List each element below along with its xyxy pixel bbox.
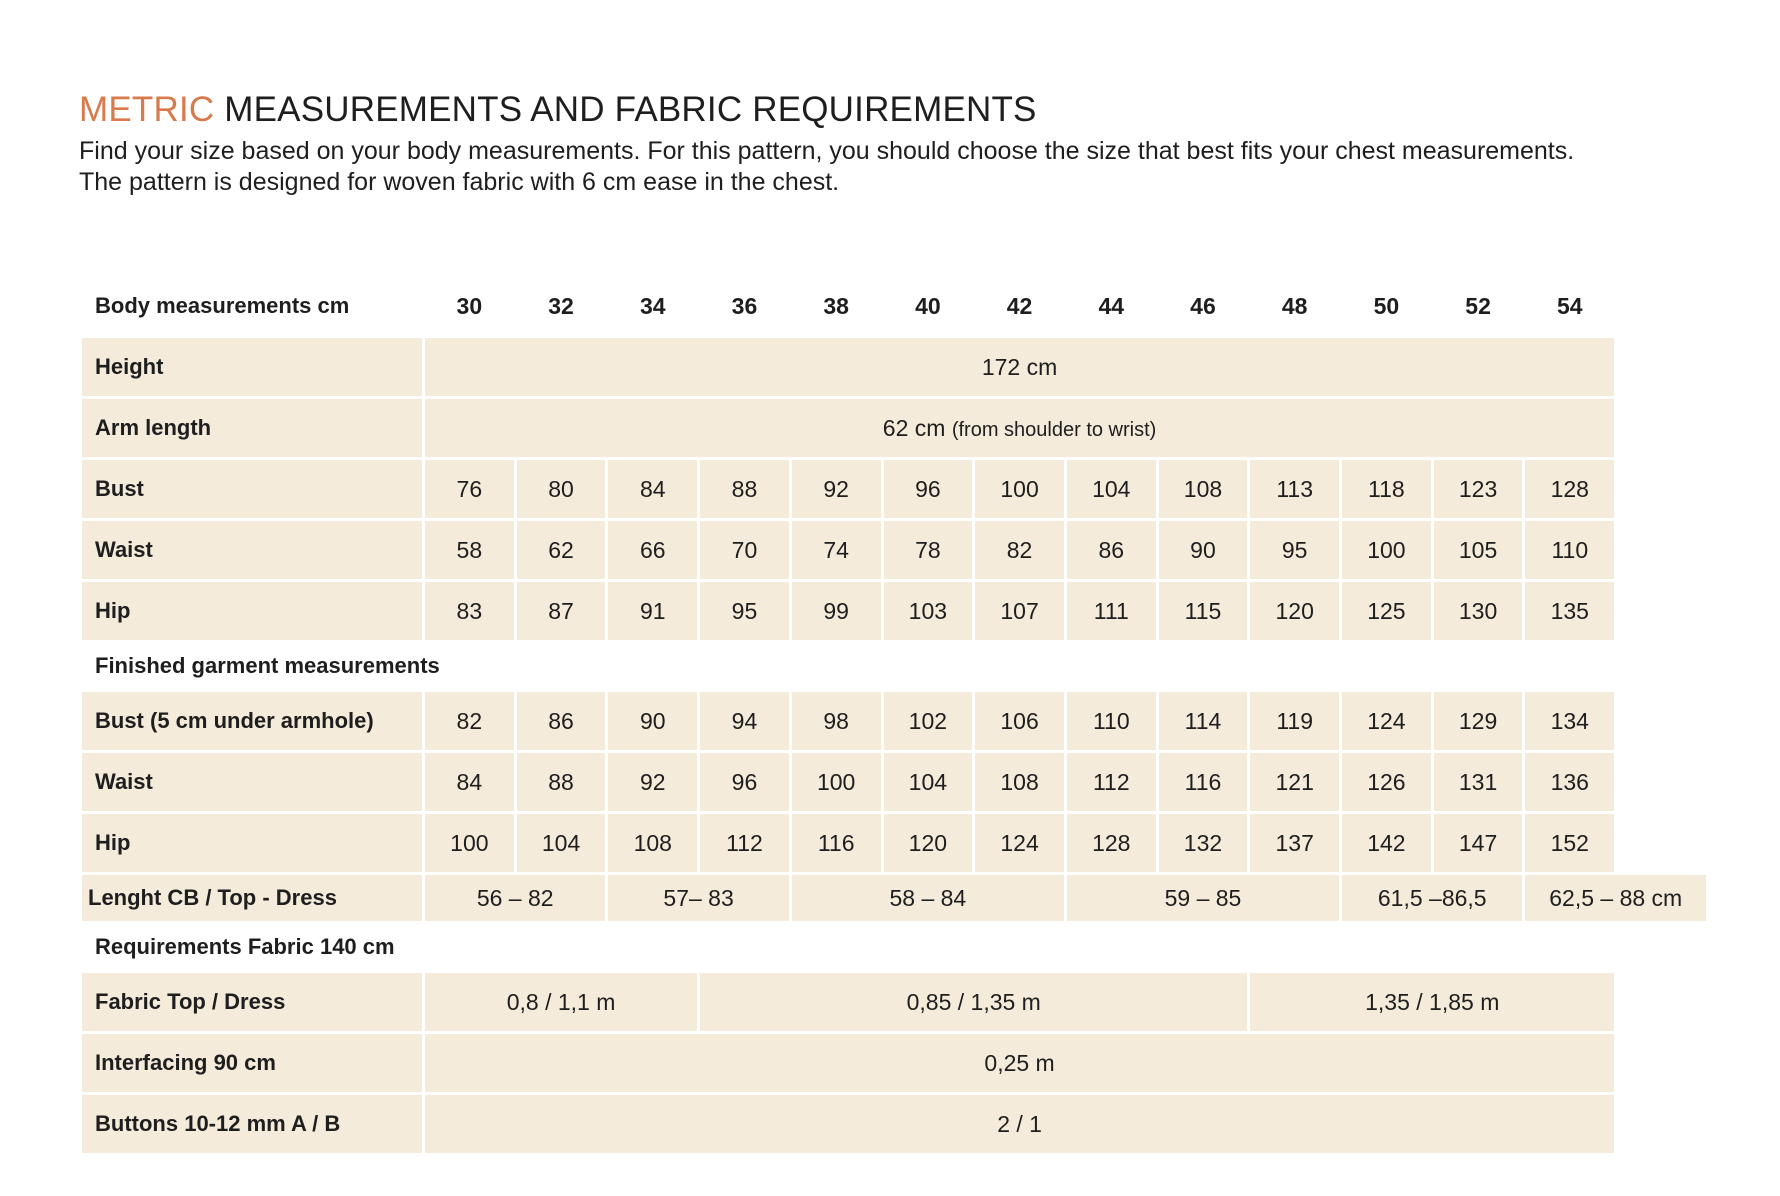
size-header: 36 (731, 292, 758, 319)
value-cell: 91 (608, 582, 697, 640)
value-cell: 112 (1067, 753, 1156, 811)
value-cell: 92 (608, 753, 697, 811)
value-cell: 100 (975, 460, 1064, 518)
height-value: 172 cm (425, 338, 1614, 396)
value-cell: 134 (1525, 692, 1614, 750)
value-cell: 136 (1525, 753, 1614, 811)
page-header (79, 88, 1709, 198)
value-cell: 83 (425, 582, 514, 640)
fabric-value: 0,8 / 1,1 m (425, 973, 697, 1031)
size-header: 34 (639, 292, 666, 319)
value-cell: 112 (700, 814, 789, 872)
size-header: 50 (1373, 292, 1400, 319)
value-cell: 124 (975, 814, 1064, 872)
finished-measurement-row (82, 753, 1706, 811)
arm-length-note: (from shoulder to wrist) (951, 418, 1157, 441)
row-label: Height (82, 338, 422, 396)
size-header: 30 (456, 292, 483, 319)
section-row (82, 924, 1706, 970)
section-title: Finished garment measurements (95, 653, 440, 678)
value-cell: 119 (1250, 692, 1339, 750)
row-label: Buttons 10-12 mm A / B (82, 1095, 422, 1153)
body-measurement-row (82, 460, 1706, 518)
value-cell: 116 (1159, 753, 1248, 811)
size-header: 46 (1190, 292, 1216, 319)
row-label: Bust (5 cm under armhole) (82, 692, 422, 750)
finished-measurement-row (82, 692, 1706, 750)
interfacing-value: 0,25 m (425, 1034, 1614, 1092)
value-cell: 102 (884, 692, 973, 750)
value-cell: 100 (792, 753, 881, 811)
intro-line-2: The pattern is designed for woven fabric with 6 cm ease in the chest. (79, 168, 840, 196)
size-header: 38 (823, 292, 849, 319)
size-header: 54 (1556, 292, 1583, 319)
value-cell: 88 (700, 460, 789, 518)
title-accent: METRIC (79, 90, 215, 129)
length-value: 62,5 – 88 cm (1525, 875, 1706, 921)
value-cell: 86 (1067, 521, 1156, 579)
value-cell: 110 (1067, 692, 1156, 750)
value-cell: 96 (700, 753, 789, 811)
value-cell: 100 (425, 814, 514, 872)
arm-length-cm: 62 cm (882, 414, 946, 441)
value-cell: 135 (1525, 582, 1614, 640)
value-cell: 152 (1525, 814, 1614, 872)
value-cell: 123 (1434, 460, 1523, 518)
value-cell: 98 (792, 692, 881, 750)
value-cell: 107 (975, 582, 1064, 640)
row-label: Hip (82, 814, 422, 872)
value-cell: 84 (425, 753, 514, 811)
row-label: Lenght CB / Top - Dress (82, 875, 422, 921)
arm-length-row (82, 399, 1706, 457)
height-row (82, 338, 1706, 396)
value-cell: 80 (517, 460, 606, 518)
size-header: 32 (548, 292, 574, 319)
value-cell: 137 (1250, 814, 1339, 872)
value-cell: 120 (1250, 582, 1339, 640)
page-title (79, 88, 1709, 132)
value-cell: 142 (1342, 814, 1431, 872)
value-cell: 104 (517, 814, 606, 872)
value-cell: 86 (517, 692, 606, 750)
size-header: 52 (1465, 292, 1491, 319)
row-label: Waist (82, 753, 422, 811)
length-value: 61,5 –86,5 (1342, 875, 1522, 921)
value-cell: 70 (700, 521, 789, 579)
length-row (82, 875, 1706, 921)
intro-text (79, 136, 1709, 198)
value-cell: 58 (425, 521, 514, 579)
header-label: Body measurements cm (95, 293, 350, 318)
value-cell: 95 (1250, 521, 1339, 579)
size-header: 40 (915, 292, 941, 319)
value-cell: 132 (1159, 814, 1248, 872)
value-cell: 66 (608, 521, 697, 579)
row-label: Hip (82, 582, 422, 640)
value-cell: 103 (884, 582, 973, 640)
size-header: 42 (1006, 292, 1033, 319)
value-cell: 99 (792, 582, 881, 640)
value-cell: 111 (1067, 582, 1156, 640)
value-cell: 104 (1067, 460, 1156, 518)
buttons-row (82, 1095, 1706, 1153)
value-cell: 106 (975, 692, 1064, 750)
arm-length-value (425, 399, 1614, 457)
value-cell: 130 (1434, 582, 1523, 640)
value-cell: 78 (884, 521, 973, 579)
value-cell: 108 (1159, 460, 1248, 518)
length-value: 56 – 82 (425, 875, 605, 921)
fabric-row (82, 973, 1706, 1031)
value-cell: 84 (608, 460, 697, 518)
length-value: 57– 83 (608, 875, 788, 921)
length-value: 58 – 84 (792, 875, 1064, 921)
value-cell: 128 (1525, 460, 1614, 518)
buttons-value: 2 / 1 (425, 1095, 1614, 1153)
value-cell: 131 (1434, 753, 1523, 811)
value-cell: 118 (1342, 460, 1431, 518)
body-measurement-row (82, 521, 1706, 579)
value-cell: 147 (1434, 814, 1523, 872)
value-cell: 128 (1067, 814, 1156, 872)
value-cell: 87 (517, 582, 606, 640)
value-cell: 129 (1434, 692, 1523, 750)
value-cell: 125 (1342, 582, 1431, 640)
finished-measurement-row (82, 814, 1706, 872)
value-cell: 108 (608, 814, 697, 872)
value-cell: 94 (700, 692, 789, 750)
fabric-value: 1,35 / 1,85 m (1250, 973, 1614, 1031)
value-cell: 124 (1342, 692, 1431, 750)
row-label: Bust (82, 460, 422, 518)
value-cell: 121 (1250, 753, 1339, 811)
value-cell: 95 (700, 582, 789, 640)
value-cell: 110 (1525, 521, 1614, 579)
value-cell: 92 (792, 460, 881, 518)
row-label: Waist (82, 521, 422, 579)
row-label: Fabric Top / Dress (82, 973, 422, 1031)
value-cell: 116 (792, 814, 881, 872)
value-cell: 82 (425, 692, 514, 750)
value-cell: 74 (792, 521, 881, 579)
value-cell: 88 (517, 753, 606, 811)
value-cell: 76 (425, 460, 514, 518)
section-row (82, 643, 1706, 689)
value-cell: 100 (1342, 521, 1431, 579)
value-cell: 90 (608, 692, 697, 750)
row-label: Interfacing 90 cm (82, 1034, 422, 1092)
body-measurement-row (82, 582, 1706, 640)
section-title: Requirements Fabric 140 cm (95, 934, 395, 959)
row-label: Arm length (82, 399, 422, 457)
value-cell: 82 (975, 521, 1064, 579)
value-cell: 104 (884, 753, 973, 811)
length-value: 59 – 85 (1067, 875, 1339, 921)
size-chart-table (79, 274, 1709, 1156)
value-cell: 126 (1342, 753, 1431, 811)
title-rest: MEASUREMENTS AND FABRIC REQUIREMENTS (214, 90, 1037, 129)
value-cell: 115 (1159, 582, 1248, 640)
value-cell: 96 (884, 460, 973, 518)
value-cell: 108 (975, 753, 1064, 811)
value-cell: 62 (517, 521, 606, 579)
intro-line-1: Find your size based on your body measurements. For this pattern, you should choose the size that best fits your chest measurements. (79, 137, 1575, 165)
value-cell: 105 (1434, 521, 1523, 579)
value-cell: 90 (1159, 521, 1248, 579)
value-cell: 114 (1159, 692, 1248, 750)
fabric-value: 0,85 / 1,35 m (700, 973, 1247, 1031)
value-cell: 120 (884, 814, 973, 872)
size-header: 44 (1098, 292, 1125, 319)
size-header: 48 (1281, 292, 1308, 319)
interfacing-row (82, 1034, 1706, 1092)
header-row (82, 277, 1706, 335)
value-cell: 113 (1250, 460, 1339, 518)
